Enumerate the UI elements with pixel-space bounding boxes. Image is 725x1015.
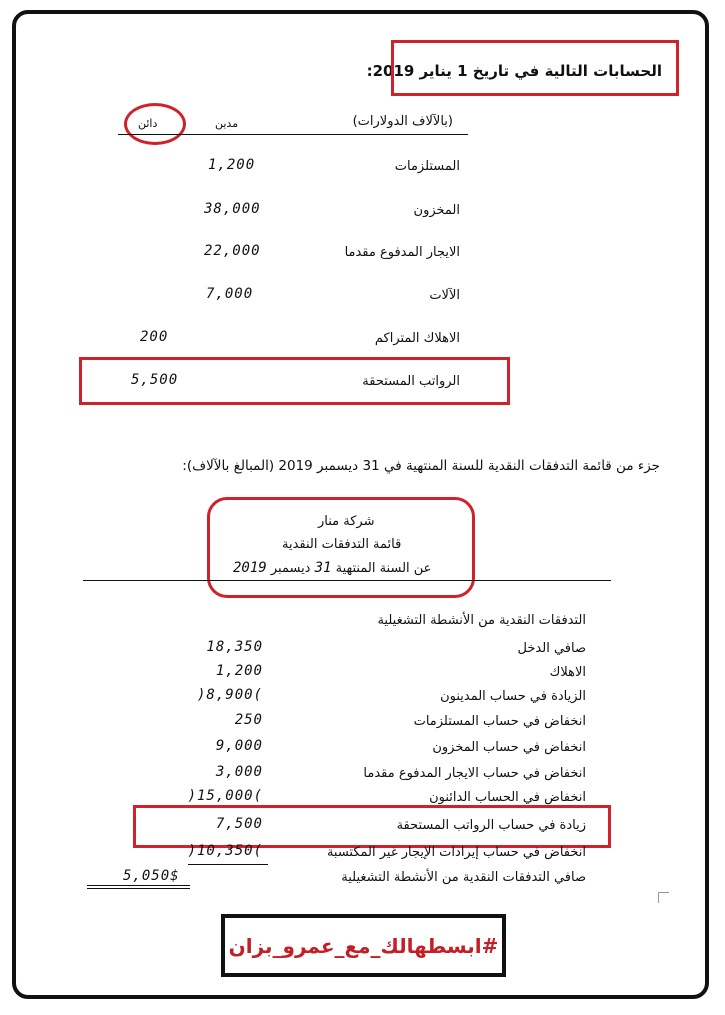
cashflow-row-label: انخفاض في حساب الايجار المدفوع مقدما [363,766,586,781]
row-credit-value: 200 [140,329,169,345]
cashflow-row-value: )10,350( [187,843,263,859]
cashflow-row-label: انخفاض في الحساب الدائنون [429,790,586,805]
row-account-name: الرواتب المستحقة [362,374,460,389]
row-account-name: المخزون [413,203,460,218]
cashflow-row-label: انخفاض في حساب المخزون [432,740,586,755]
row-account-name: المستلزمات [394,159,460,174]
cashflow-row-label: صافي الدخل [517,641,586,656]
row-debit-value: 7,000 [206,286,254,302]
row-credit-value: 5,500 [131,372,179,388]
intro-title: الحسابات التالية في تاريخ 1 يناير 2019: [366,62,662,80]
header-underline [118,134,468,135]
cashflow-row-value: 1,200 [215,663,263,679]
hashtag-box [221,914,506,977]
cashflow-row-label: الزيادة في حساب المدينون [440,689,586,704]
cashflow-row-value: 7,500 [215,816,263,832]
period-day: 31 [314,560,332,576]
header-credit-highlight [124,103,186,145]
company-name: شركة منار [318,514,375,529]
total-double-rule-bottom [87,888,190,889]
period-year: 2019 [233,560,267,576]
cashflow-section-title: التدفقات النقدية من الأنشطة التشغيلية [377,613,586,628]
intro-title-highlight [391,40,679,96]
total-double-rule-top [87,885,190,886]
cashflow-row-value: 250 [234,712,263,728]
header-credit: دائن [138,117,158,130]
row-account-name: الآلات [429,288,460,303]
cashflow-row-value: 9,000 [215,738,263,754]
header-debit: مدين [215,117,239,130]
hashtag-text: #ابسطهالك_مع_عمرو_بزان [228,933,499,958]
subtotal-rule [188,864,268,865]
row-debit-value: 1,200 [208,157,256,173]
cashflow-row-value: 18,350 [206,639,263,655]
statement-name: قائمة التدفقات النقدية [282,537,402,552]
cashflow-row-value: )15,000( [187,788,263,804]
row-account-name: الايجار المدفوع مقدما [344,245,460,260]
accrued-salaries-highlight [79,357,510,405]
cashflow-row-label: انخفاض في حساب إيرادات الإيجار غير المكتسبة [326,845,586,860]
cashflow-row-label: انخفاض في حساب المستلزمات [413,714,586,729]
row-debit-value: 38,000 [204,201,261,217]
header-account: (بالآلاف الدولارات) [352,114,453,129]
salaries-increase-highlight [133,805,611,848]
cashflow-row-value: )8,900( [196,687,263,703]
cashflow-row-value: 3,000 [215,764,263,780]
section-caption: جزء من قائمة التدفقات النقدية للسنة المنتهية في 31 ديسمبر 2019 (المبالغ بالآلاف): [182,458,660,474]
period-month: ديسمبر [270,561,311,576]
corner-mark [658,892,669,903]
period-text: عن السنة المنتهية [335,561,432,576]
cashflow-total-value: 5,050$ [123,868,180,884]
row-debit-value: 22,000 [204,243,261,259]
statement-header-highlight [207,497,475,598]
statement-header-rule [83,580,611,581]
cashflow-total-label: صافي التدفقات النقدية من الأنشطة التشغيلية [341,870,586,885]
row-account-name: الاهلاك المتراكم [374,331,460,346]
cashflow-row-label: الاهلاك [549,665,586,680]
cashflow-row-label: زيادة في حساب الرواتب المستحقة [396,818,586,833]
